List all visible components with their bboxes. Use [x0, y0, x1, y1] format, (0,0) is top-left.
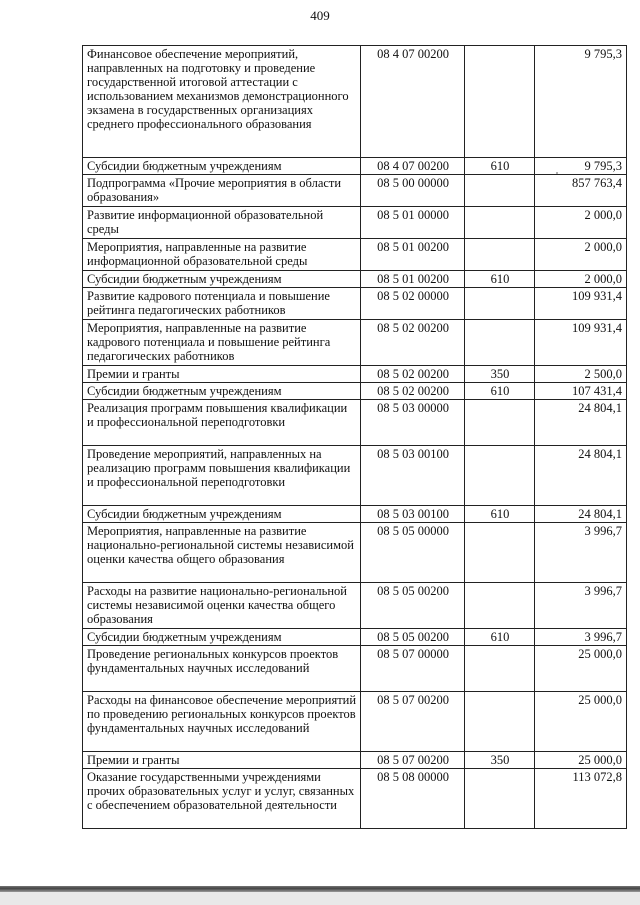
table-row — [83, 523, 627, 583]
row-code: 08 5 05 00200 — [361, 583, 465, 629]
table-row — [83, 646, 627, 692]
budget-table-body — [83, 46, 627, 829]
row-amount: 25 000,0 — [535, 692, 627, 752]
row-amount: 25 000,0 — [535, 752, 627, 769]
table-row — [83, 446, 627, 506]
row-name: Реализация программ повышения квалификации и профессиональной переподготовки — [83, 400, 361, 446]
table-row — [83, 175, 627, 207]
row-amount: 3 996,7 — [535, 629, 627, 646]
row-name: Развитие кадрового потенциала и повышение рейтинга педагогических работников — [83, 288, 361, 320]
table-row — [83, 400, 627, 446]
table-row — [83, 271, 627, 288]
row-code: 08 5 01 00000 — [361, 207, 465, 239]
row-name: Расходы на финансовое обеспечение мероприятий по проведению региональных конкурсов проектов фундаментальных научных исследований — [83, 692, 361, 752]
row-code: 08 5 02 00200 — [361, 366, 465, 383]
row-code: 08 5 05 00200 — [361, 629, 465, 646]
row-expense-type — [465, 239, 535, 271]
table-row — [83, 366, 627, 383]
row-expense-type — [465, 288, 535, 320]
table-row — [83, 769, 627, 829]
row-name: Субсидии бюджетным учреждениям — [83, 271, 361, 288]
row-expense-type — [465, 692, 535, 752]
row-name: Мероприятия, направленные на развитие кадрового потенциала и повышение рейтинга педагогических работников — [83, 320, 361, 366]
row-name: Расходы на развитие национально-региональной системы независимой оценки качества общего образования — [83, 583, 361, 629]
row-expense-type — [465, 446, 535, 506]
row-expense-type — [465, 175, 535, 207]
row-expense-type: 610 — [465, 158, 535, 175]
table-row — [83, 692, 627, 752]
table-row — [83, 158, 627, 175]
row-name: Премии и гранты — [83, 366, 361, 383]
row-expense-type: 610 — [465, 506, 535, 523]
table-row — [83, 207, 627, 239]
row-name: Проведение региональных конкурсов проектов фундаментальных научных исследований — [83, 646, 361, 692]
row-name: Мероприятия, направленные на развитие информационной образовательной среды — [83, 239, 361, 271]
row-expense-type: 610 — [465, 271, 535, 288]
table-row — [83, 629, 627, 646]
row-expense-type — [465, 646, 535, 692]
row-amount: 25 000,0 — [535, 646, 627, 692]
row-name: Мероприятия, направленные на развитие национально-региональной системы независимой оценки качества общего образования — [83, 523, 361, 583]
row-amount: 24 804,1 — [535, 506, 627, 523]
row-code: 08 5 03 00100 — [361, 506, 465, 523]
row-name: Развитие информационной образовательной среды — [83, 207, 361, 239]
row-expense-type — [465, 769, 535, 829]
row-code: 08 5 03 00100 — [361, 446, 465, 506]
row-name: Субсидии бюджетным учреждениям — [83, 506, 361, 523]
table-row — [83, 46, 627, 158]
row-amount: 3 996,7 — [535, 583, 627, 629]
table-row — [83, 752, 627, 769]
row-amount: 9 795,3 — [535, 158, 627, 175]
row-expense-type: 610 — [465, 629, 535, 646]
row-name: Подпрограмма «Прочие мероприятия в области образования» — [83, 175, 361, 207]
row-code: 08 5 07 00200 — [361, 752, 465, 769]
row-code: 08 5 01 00200 — [361, 271, 465, 288]
row-code: 08 5 08 00000 — [361, 769, 465, 829]
row-code: 08 5 00 00000 — [361, 175, 465, 207]
page-number: 409 — [310, 8, 330, 23]
row-amount: 107 431,4 — [535, 383, 627, 400]
row-amount: 2 000,0 — [535, 239, 627, 271]
row-code: 08 5 01 00200 — [361, 239, 465, 271]
row-amount: 3 996,7 — [535, 523, 627, 583]
row-name: Субсидии бюджетным учреждениям — [83, 629, 361, 646]
row-amount: 2 500,0 — [535, 366, 627, 383]
row-code: 08 5 02 00200 — [361, 320, 465, 366]
row-expense-type — [465, 320, 535, 366]
row-amount: 2 000,0 — [535, 271, 627, 288]
row-code: 08 5 07 00000 — [361, 646, 465, 692]
row-name: Проведение мероприятий, направленных на реализацию программ повышения квалификации и профессиональной переподготовки — [83, 446, 361, 506]
row-amount: 2 000,0 — [535, 207, 627, 239]
row-expense-type — [465, 523, 535, 583]
row-amount: 113 072,8 — [535, 769, 627, 829]
row-name: Субсидии бюджетным учреждениям — [83, 383, 361, 400]
row-amount: 109 931,4 — [535, 320, 627, 366]
table-row — [83, 383, 627, 400]
row-name: Оказание государственными учреждениями прочих образовательных услуг и услуг, связанных с обеспечением образовательной деятельности — [83, 769, 361, 829]
row-name: Премии и гранты — [83, 752, 361, 769]
table-row — [83, 583, 627, 629]
row-code: 08 5 03 00000 — [361, 400, 465, 446]
row-code: 08 4 07 00200 — [361, 158, 465, 175]
row-amount: 24 804,1 — [535, 400, 627, 446]
row-code: 08 4 07 00200 — [361, 46, 465, 158]
row-expense-type — [465, 583, 535, 629]
table-row — [83, 506, 627, 523]
row-expense-type: 610 — [465, 383, 535, 400]
scan-margin — [0, 892, 640, 905]
row-amount: 24 804,1 — [535, 446, 627, 506]
table-row — [83, 320, 627, 366]
row-amount: 109 931,4 — [535, 288, 627, 320]
row-code: 08 5 02 00000 — [361, 288, 465, 320]
scan-smudge — [556, 172, 558, 174]
row-expense-type — [465, 400, 535, 446]
row-code: 08 5 07 00200 — [361, 692, 465, 752]
row-amount: 857 763,4 — [535, 175, 627, 207]
table-row — [83, 239, 627, 271]
row-expense-type — [465, 46, 535, 158]
row-name: Субсидии бюджетным учреждениям — [83, 158, 361, 175]
row-code: 08 5 05 00000 — [361, 523, 465, 583]
row-expense-type: 350 — [465, 752, 535, 769]
row-expense-type — [465, 207, 535, 239]
budget-table — [82, 45, 627, 829]
row-name: Финансовое обеспечение мероприятий, направленных на подготовку и проведение государственной итоговой аттестации с использованием механизмов демонстрационного экзамена в государственных организациях среднего профессионального образования — [83, 46, 361, 158]
row-expense-type: 350 — [465, 366, 535, 383]
row-code: 08 5 02 00200 — [361, 383, 465, 400]
table-row — [83, 288, 627, 320]
row-amount: 9 795,3 — [535, 46, 627, 158]
